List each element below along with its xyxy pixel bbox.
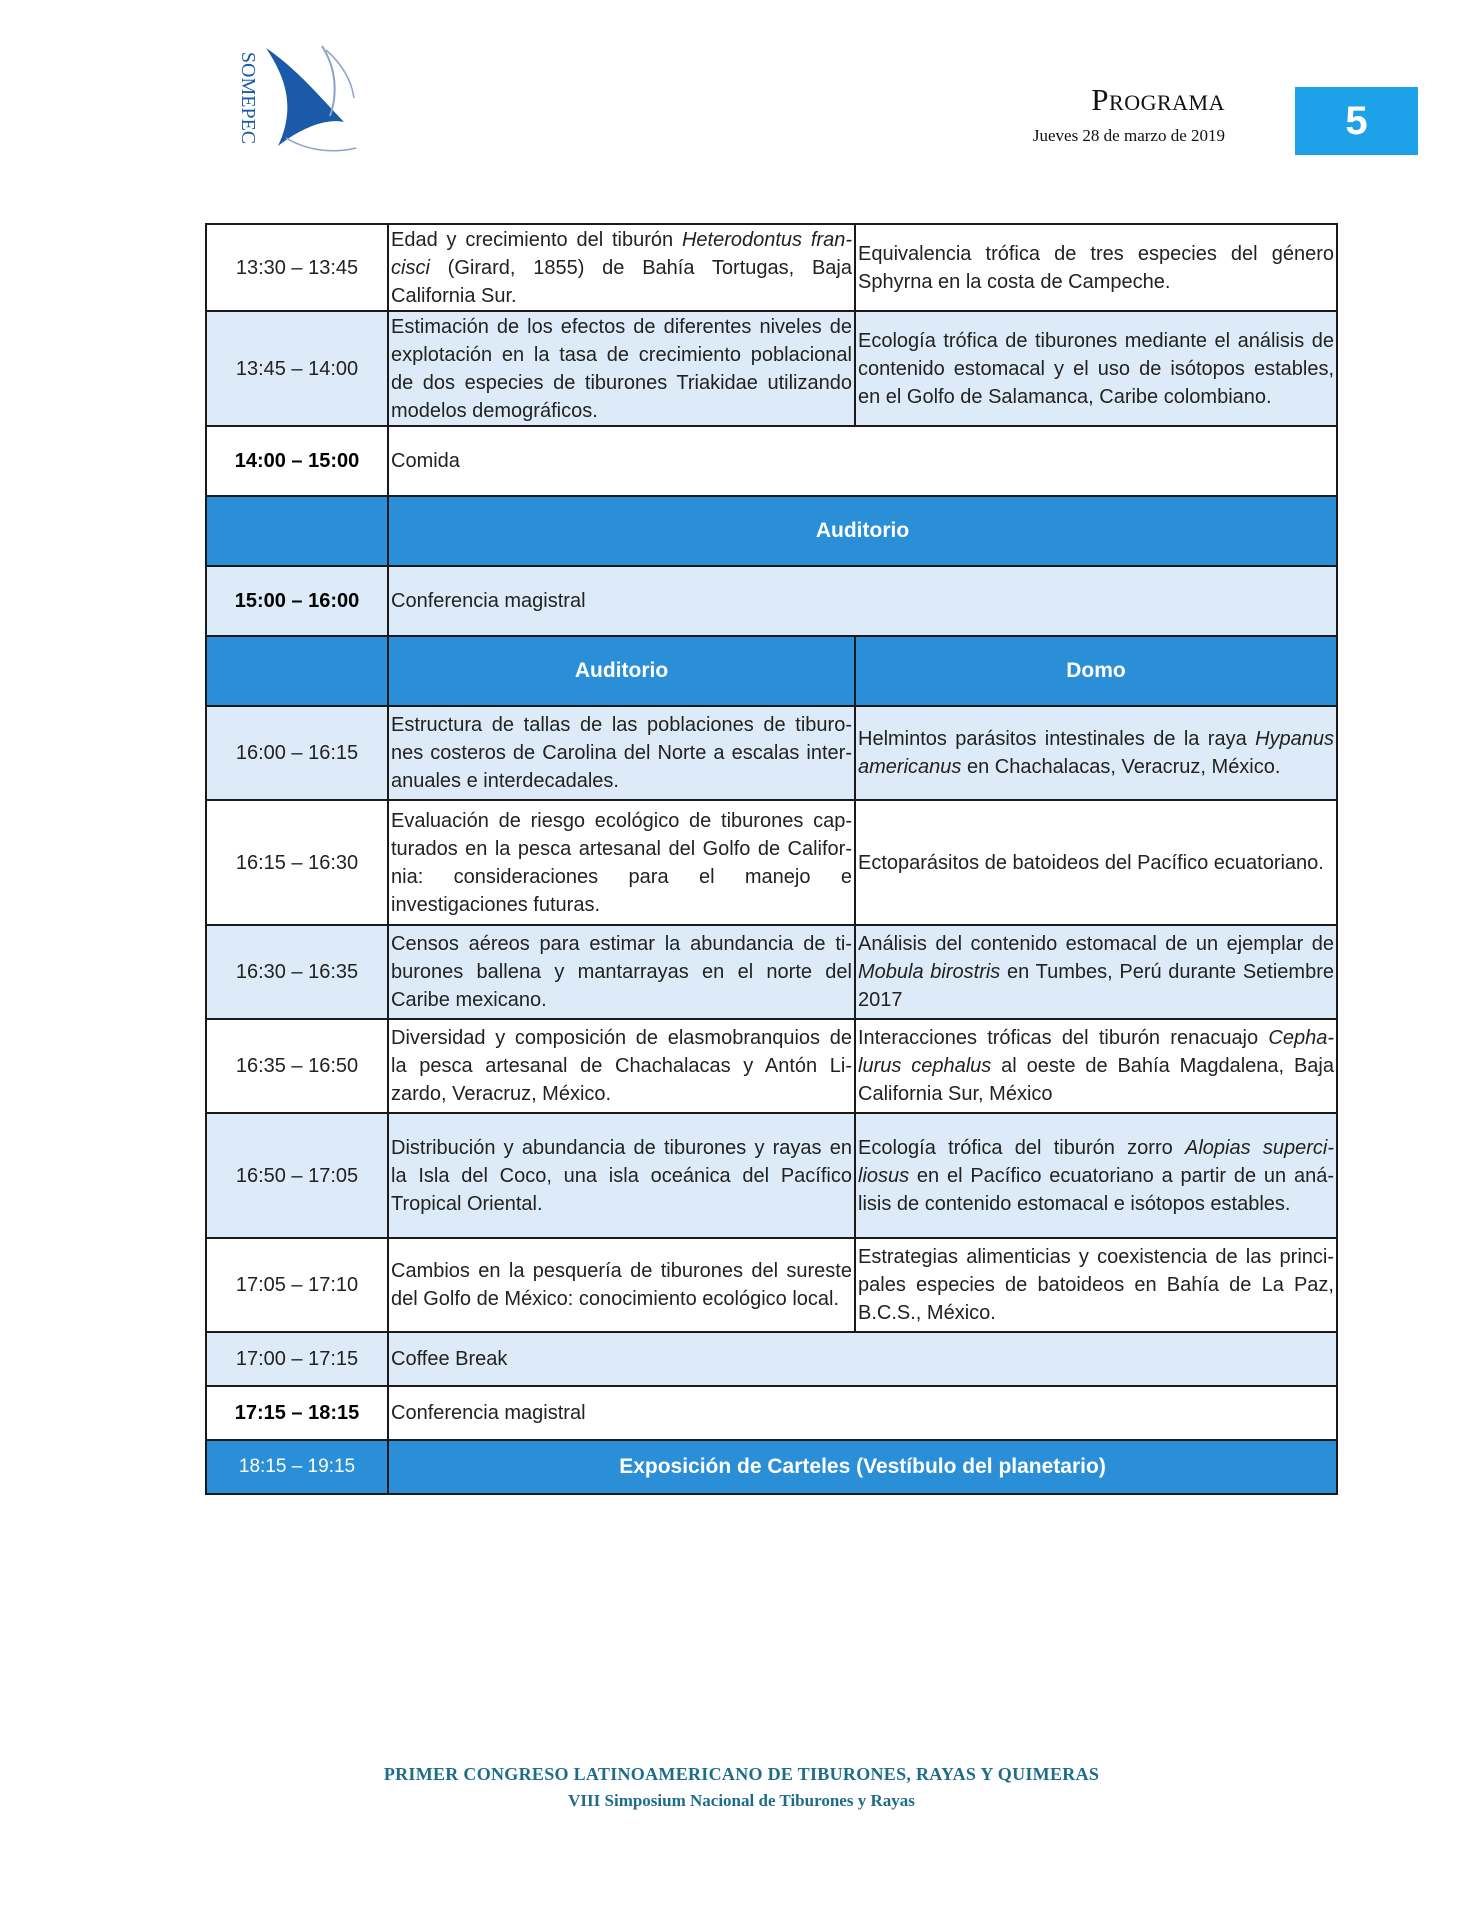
- program-row: [206, 224, 1337, 311]
- page-date: Jueves 28 de marzo de 2019: [1032, 126, 1225, 145]
- program-row: [206, 1386, 1337, 1440]
- program-row: [206, 311, 1337, 426]
- time-cell: 15:00 – 16:00: [206, 566, 388, 636]
- time-cell: 16:50 – 17:05: [206, 1113, 388, 1238]
- species-name: Heterodontus fran-cisci: [391, 228, 852, 279]
- talk-auditorio: [388, 800, 855, 925]
- talk-domo: [855, 1238, 1337, 1332]
- talk-auditorio: [388, 1238, 855, 1332]
- time-cell: 16:15 – 16:30: [206, 800, 388, 925]
- session-label: Coffee Break: [388, 1332, 1337, 1386]
- talk-auditorio: [388, 1113, 855, 1238]
- time-cell: 16:35 – 16:50: [206, 1019, 388, 1113]
- species-name: Alopias superci-liosus: [858, 1136, 1334, 1187]
- program-row: [206, 1019, 1337, 1113]
- talk-domo: [855, 925, 1337, 1019]
- venue-heading-row: [206, 496, 1337, 566]
- venue-heading: Auditorio: [388, 496, 1337, 566]
- program-row: [206, 566, 1337, 636]
- talk-text: Equivalencia trófica de tres especies del género Sphyrna en la costa de Campeche.: [858, 242, 1334, 293]
- footer-congress-title: PRIMER CONGRESO LATINOAMERICANO DE TIBURONES, RAYAS Y QUIMERAS: [383, 1764, 1100, 1784]
- venue-heading-domo: Domo: [855, 636, 1337, 706]
- page-number-badge: 5: [1295, 87, 1418, 155]
- talk-text: Helmintos parásitos intestinales de la raya: [858, 728, 1256, 750]
- talk-domo: [855, 224, 1337, 311]
- talk-text: Evaluación de riesgo ecológico de tiburones cap-turados en la pesca artesanal del Golfo de Califor-nia: consideraciones para el manejo e investigaciones futuras.: [391, 809, 852, 916]
- talk-text: Estructura de tallas de las poblaciones de tiburo-nes costeros de Carolina del Norte a escalas inter-anuales e interdecadales.: [391, 714, 852, 792]
- empty-cell: [206, 496, 388, 566]
- talk-auditorio: [388, 1019, 855, 1113]
- time-cell: 16:00 – 16:15: [206, 706, 388, 800]
- talk-domo: [855, 311, 1337, 426]
- program-row: [206, 925, 1337, 1019]
- talk-text: Ecología trófica de tiburones mediante el análisis de contenido estomacal y el uso de isótopos estables, en el Golfo de Salamanca, Caribe colombiano.: [858, 329, 1334, 408]
- species-name: Cepha-lurus cephalus: [858, 1027, 1334, 1077]
- time-cell: 13:45 – 14:00: [206, 311, 388, 426]
- species-name: Hypanus americanus: [858, 728, 1334, 778]
- talk-auditorio: [388, 706, 855, 800]
- venue-heading-row: [206, 636, 1337, 706]
- talk-text: Cambios en la pesquería de tiburones del sureste del Golfo de México: conocimiento ecológico local.: [391, 1260, 852, 1310]
- session-label: Conferencia magistral: [388, 566, 1337, 636]
- talk-text: al oeste de Bahía Magdalena, Baja California Sur, México: [858, 1055, 1334, 1105]
- talk-text: en Chachalacas, Veracruz, México.: [961, 756, 1281, 778]
- talk-text: Censos aéreos para estimar la abundancia de ti-burones ballena y mantarrayas en el norte del Caribe mexicano.: [391, 933, 852, 1011]
- time-cell: 17:00 – 17:15: [206, 1332, 388, 1386]
- talk-domo: [855, 706, 1337, 800]
- empty-cell: [206, 636, 388, 706]
- svg-text:SOMEPEC: SOMEPEC: [237, 51, 259, 145]
- session-label: Conferencia magistral: [388, 1386, 1337, 1440]
- talk-text: en el Pacífico ecuatoriano a partir de un aná-lisis de contenido estomacal e isótopos estables.: [858, 1164, 1334, 1215]
- talk-domo: [855, 1113, 1337, 1238]
- talk-auditorio: [388, 311, 855, 426]
- program-table: [205, 223, 1338, 1495]
- time-cell: 17:15 – 18:15: [206, 1386, 388, 1440]
- program-row: [206, 426, 1337, 496]
- talk-text: Distribución y abundancia de tiburones y rayas en la Isla del Coco, una isla oceánica del Pacífico Tropical Oriental.: [391, 1136, 852, 1215]
- talk-domo: [855, 1019, 1337, 1113]
- talk-auditorio: [388, 925, 855, 1019]
- program-row: [206, 800, 1337, 925]
- species-name: Mobula birostris: [858, 961, 1001, 983]
- venue-heading-auditorio: Auditorio: [388, 636, 855, 706]
- session-label: Exposición de Carteles (Vestíbulo del planetario): [388, 1440, 1337, 1494]
- talk-text: Diversidad y composición de elasmobranquios de la pesca artesanal de Chachalacas y Antón Li-zardo, Veracruz, México.: [391, 1027, 852, 1105]
- talk-text: Estrategias alimenticias y coexistencia de las princi-pales especies de batoideos en Bahía de La Paz, B.C.S., México.: [858, 1246, 1334, 1324]
- talk-text: en Tumbes, Perú durante Setiembre 2017: [858, 961, 1334, 1011]
- talk-text: Ectoparásitos de batoideos del Pacífico ecuatoriano.: [858, 851, 1324, 874]
- poster-session-row: [206, 1440, 1337, 1494]
- talk-auditorio: [388, 224, 855, 311]
- talk-text: Estimación de los efectos de diferentes niveles de explotación en la tasa de crecimiento poblacional de dos especies de tiburones Triakidae utilizando modelos demográficos.: [391, 315, 852, 422]
- talk-text: Interacciones tróficas del tiburón renacuajo: [858, 1027, 1269, 1049]
- program-row: [206, 1238, 1337, 1332]
- talk-text: Edad y crecimiento del tiburón: [391, 228, 682, 251]
- talk-domo: [855, 800, 1337, 925]
- footer-symposium-title: VIII Simposium Nacional de Tiburones y Rayas: [568, 1791, 915, 1810]
- talk-text: Análisis del contenido estomacal de un ejemplar de: [858, 933, 1334, 955]
- time-cell: 17:05 – 17:10: [206, 1238, 388, 1332]
- program-row: [206, 706, 1337, 800]
- time-cell: 18:15 – 19:15: [206, 1440, 388, 1494]
- time-cell: 16:30 – 16:35: [206, 925, 388, 1019]
- time-cell: 14:00 – 15:00: [206, 426, 388, 496]
- somepec-logo: [226, 38, 366, 158]
- program-row: [206, 1113, 1337, 1238]
- time-cell: 13:30 – 13:45: [206, 224, 388, 311]
- page-title: Programa: [1091, 82, 1225, 117]
- program-row: [206, 1332, 1337, 1386]
- talk-text: Ecología trófica del tiburón zorro: [858, 1136, 1185, 1159]
- session-label: Comida: [388, 426, 1337, 496]
- talk-text: (Girard, 1855) de Bahía Tortugas, Baja California Sur.: [391, 256, 852, 307]
